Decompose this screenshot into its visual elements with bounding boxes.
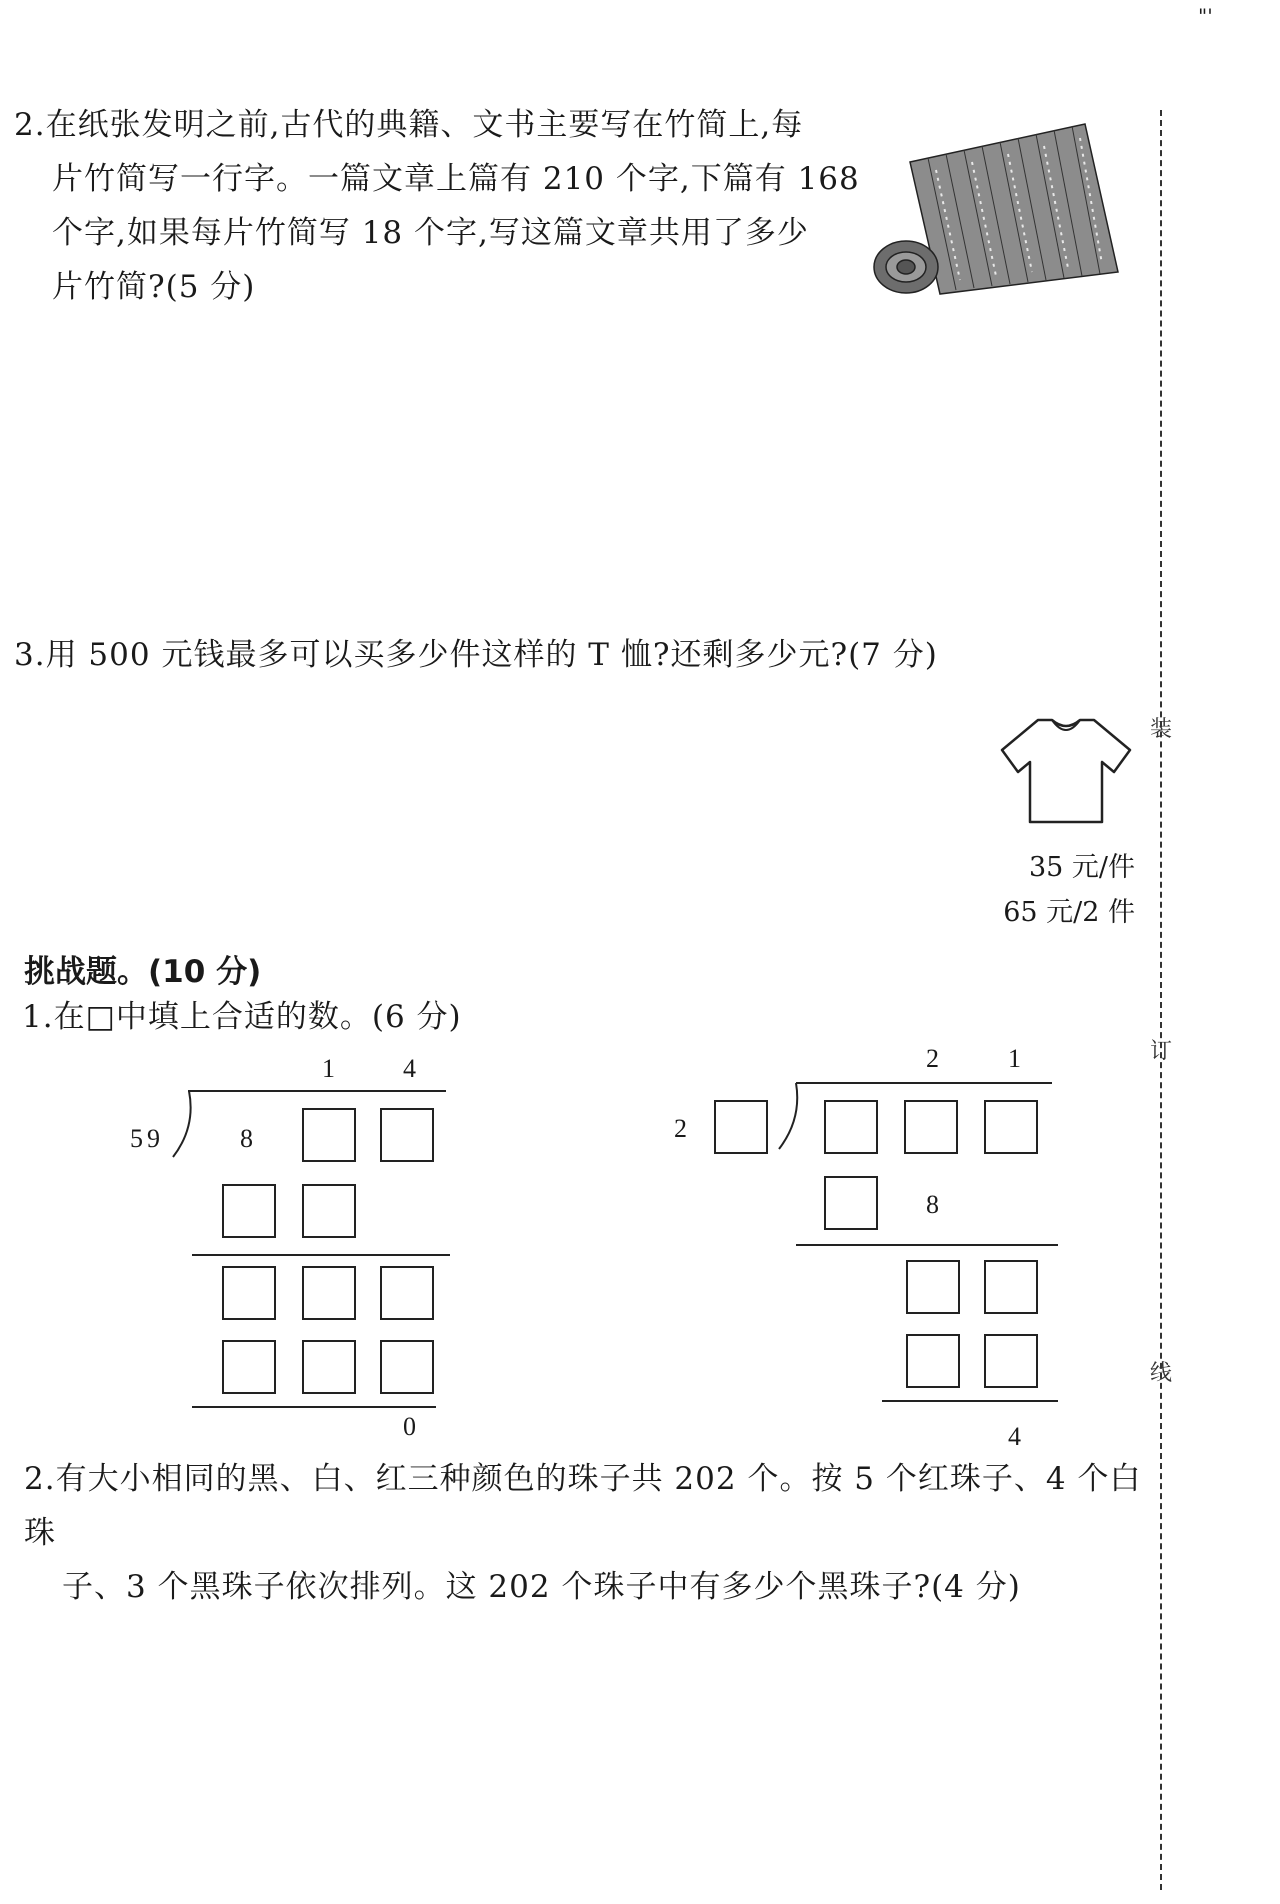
div2-dividend-box-2[interactable] [904, 1100, 958, 1154]
div2-remainder-box-2[interactable] [984, 1260, 1038, 1314]
beads-line-2: 子、3 个黑珠子依次排列。这 202 个珠子中有多少个黑珠子?(4 分) [62, 1569, 1021, 1605]
div1-divisor: 59 [130, 1124, 164, 1153]
div2-product2-box-1[interactable] [906, 1334, 960, 1388]
div1-product2-box-1[interactable] [222, 1340, 276, 1394]
div2-subtract-line-1 [796, 1244, 1058, 1246]
div1-remainder-box-1[interactable] [222, 1266, 276, 1320]
div2-dividend-box-1[interactable] [824, 1100, 878, 1154]
div1-remainder-box-3[interactable] [380, 1266, 434, 1320]
div1-product2-box-2[interactable] [302, 1340, 356, 1394]
div2-subtract-line-2 [882, 1400, 1058, 1402]
div2-bracket-top [796, 1082, 1052, 1084]
q2-line-2: 片竹简写一行字。一篇文章上篇有 210 个字,下篇有 168 [52, 161, 860, 197]
binding-dashed-line [1160, 110, 1162, 1890]
div1-bracket-top [188, 1090, 446, 1092]
div2-quotient-digit-2: 1 [1008, 1044, 1021, 1073]
tshirt-icon [998, 714, 1134, 826]
bamboo-scroll-illustration [870, 122, 1125, 297]
div1-dividend-box-2[interactable] [380, 1108, 434, 1162]
div2-product2-box-2[interactable] [984, 1334, 1038, 1388]
binding-char-2: 订 [1150, 1039, 1173, 1064]
div1-product2-box-3[interactable] [380, 1340, 434, 1394]
div1-dividend-box-1[interactable] [302, 1108, 356, 1162]
div2-product-digit: 8 [926, 1190, 939, 1219]
div2-remainder-box-1[interactable] [906, 1260, 960, 1314]
q2-line-1: 2.在纸张发明之前,古代的典籍、文书主要写在竹简上,每 [14, 107, 804, 143]
div1-dividend-digit: 8 [240, 1124, 253, 1153]
div2-divisor-box[interactable] [714, 1100, 768, 1154]
q2-line-3: 个字,如果每片竹简写 18 个字,写这篇文章共用了多少 [52, 215, 809, 251]
div2-quotient-digit-1: 2 [926, 1044, 939, 1073]
challenge-question-1: 1.在□中填上合适的数。(6 分) [22, 999, 462, 1035]
div1-bracket-curve [170, 1089, 194, 1161]
div1-product-box-1[interactable] [222, 1184, 276, 1238]
div1-subtract-line-1 [192, 1254, 450, 1256]
div1-remainder: 0 [403, 1412, 416, 1441]
div1-quotient-digit-2: 4 [403, 1054, 416, 1083]
div1-remainder-box-2[interactable] [302, 1266, 356, 1320]
binding-char-3: 线 [1150, 1361, 1173, 1386]
tshirt-price-pair: 65 元/2 件 [1003, 897, 1135, 928]
div2-bracket-curve [776, 1081, 800, 1153]
div1-quotient-digit-1: 1 [322, 1054, 335, 1083]
question-beads [24, 1452, 1144, 1614]
div1-product-box-2[interactable] [302, 1184, 356, 1238]
question-2-bamboo [14, 98, 874, 314]
q2-line-4: 片竹简?(5 分) [52, 269, 256, 305]
div1-subtract-line-2 [192, 1406, 436, 1408]
tshirt-price-single: 35 元/件 [1028, 852, 1135, 883]
corner-mark: "' [1198, 4, 1213, 28]
div2-remainder: 4 [1008, 1422, 1021, 1451]
challenge-heading: 挑战题。(10 分) [24, 954, 262, 990]
beads-line-1: 2.有大小相同的黑、白、红三种颜色的珠子共 202 个。按 5 个红珠子、4 个白珠 [24, 1461, 1142, 1551]
question-3-tshirt: 3.用 500 元钱最多可以买多少件这样的 T 恤?还剩多少元?(7 分) [14, 637, 938, 673]
div2-product-box[interactable] [824, 1176, 878, 1230]
div2-divisor-digit: 2 [674, 1114, 687, 1143]
binding-char-1: 装 [1150, 717, 1173, 742]
div2-dividend-box-3[interactable] [984, 1100, 1038, 1154]
